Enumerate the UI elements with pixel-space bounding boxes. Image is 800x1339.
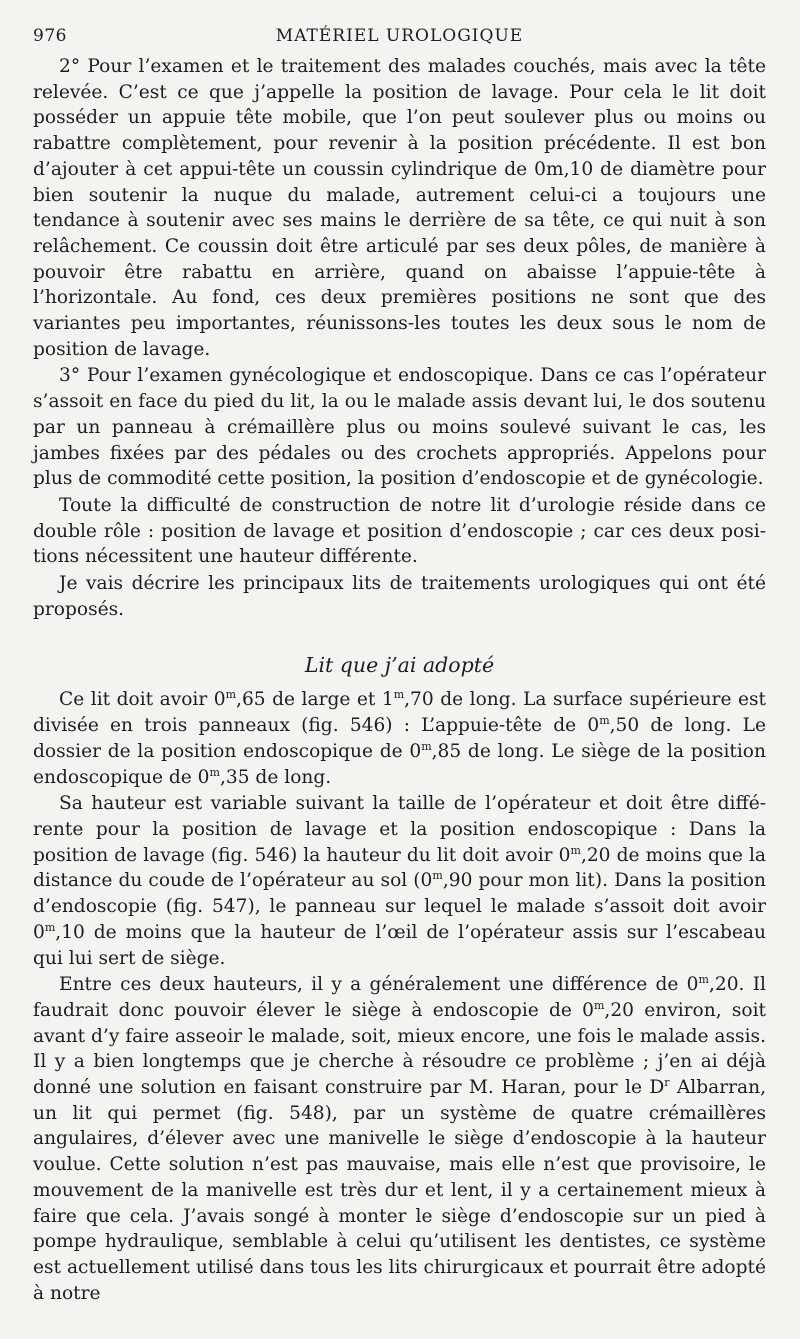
- section-heading: Lit que j’ai adopté: [304, 653, 495, 678]
- paragraph-endoscopy-position: 3° Pour l’examen gynécologique et endoscopique. Dans ce cas l’opérateur s’assoit en face du pied du lit, la ou le malade assis devant lui, le dos soutenu par un panneau à crémaillère plus ou moins soulevé suivant le cas, les jambes fixées par des pédales ou des crochets appropriés. Appelons pour plus de commodité cette position, la position d’endoscopie et de gynécologie.: [33, 365, 766, 490]
- paragraph-bed-height: Sa hauteur est variable suivant la taille de l’opérateur et doit être différente pour la position de lavage et la position endoscopique : Dans la position de lavage (fig. 546) la hauteur du lit doit avoir 0$^m$,20 de moins que la distance du coude de l’opérateur au sol (0$^m$,90 pour mon lit). Dans la position d’endoscopie (fig. 547), le panneau sur lequel le malade s’assoit doit avoir 0$^m$,10 de moins que la hauteur de l’œil de l’opérateur assis sur l’escabeau qui lui sert de siège.: [33, 793, 767, 969]
- page-number: 976: [33, 26, 67, 46]
- body-text: [33, 54, 766, 1306]
- paragraph-lavage-position: 2° Pour l’examen et le traitement des malades couchés, mais avec la tête relevée. C’est ce que j’appelle la position de lavage. Pour cela le lit doit posséder un appuie tête mobile, que l’on peut soulever plus ou moins ou rabattre complètement, pour revenir à la position précédente. Il est bon d’ajouter à cet appui-tête un coussin cylindrique de 0m,10 de diamètre pour bien soutenir la nuque du malade, autrement celui-ci a toujours une tendance à soutenir avec ses mains le derrière de sa tête, ce qui nuit à son relâchement. Ce coussin doit être articulé par ses deux pôles, de manière à pouvoir être rabattu en arrière, quand on abaisse l’appuie-tête à l’horizontale. Au fond, ces deux premières positions ne sont que des variantes peu importantes, réunissons-les toutes les deux sous le nom de position de lavage.: [33, 56, 766, 360]
- running-head: [33, 22, 766, 54]
- paragraph-height-difference: Entre ces deux hauteurs, il y a généralement une différence de 0$^m$,20. Il faudrait donc pouvoir élever le siège à endoscopie de 0$^m$,20 environ, soit avant d’y faire asseoir le malade, soit, mieux encore, une fois le malade assis. Il y a bien longtemps que je cherche à résoudre ce problème ; j’en ai déjà donné une solution en faisant construire par M. Haran, pour le $D^r$ Albarran, un lit qui permet (fig. 548), par un système de quatre crémaillères angulaires, d’élever avec une manivelle le siège d’endoscopie à la hauteur voulue. Cette solution n’est pas mauvaise, mais elle n’est que provisoire, le mouvement de la manivelle est très dur et lent, il y a certainement mieux à faire que cela. J’avais songé à monter le siège d’endoscopie sur un pied à pompe hydraulique, semblable à celui qu’utilisent les dentistes, ce système est actuellement utilisé dans tous les lits chirurgicaux et pourrait être adopté à notre: [33, 973, 767, 1304]
- running-title: MATÉRIEL UROLOGIQUE: [275, 26, 524, 46]
- paragraph-construction-difficulty: Toute la difficulté de construction de notre lit d’urologie réside dans ce double rôle : position de lavage et position d’endoscopie ; car ces deux positions nécessitent une hauteur différente.: [33, 494, 766, 568]
- paragraph-bed-dimensions: Ce lit doit avoir 0$^m$,65 de large et 1$^m$,70 de long. La surface supérieure est divisée en trois panneaux (fig. 546) : L’appuie-tête de 0$^m$,50 de long. Le dossier de la position endoscopique de 0$^m$,85 de long. Le siège de la position endoscopique de 0$^m$,35 de long.: [33, 688, 766, 788]
- paragraph-beds-proposed: Je vais décrire les principaux lits de traitements urologiques qui ont été proposés.: [33, 573, 766, 620]
